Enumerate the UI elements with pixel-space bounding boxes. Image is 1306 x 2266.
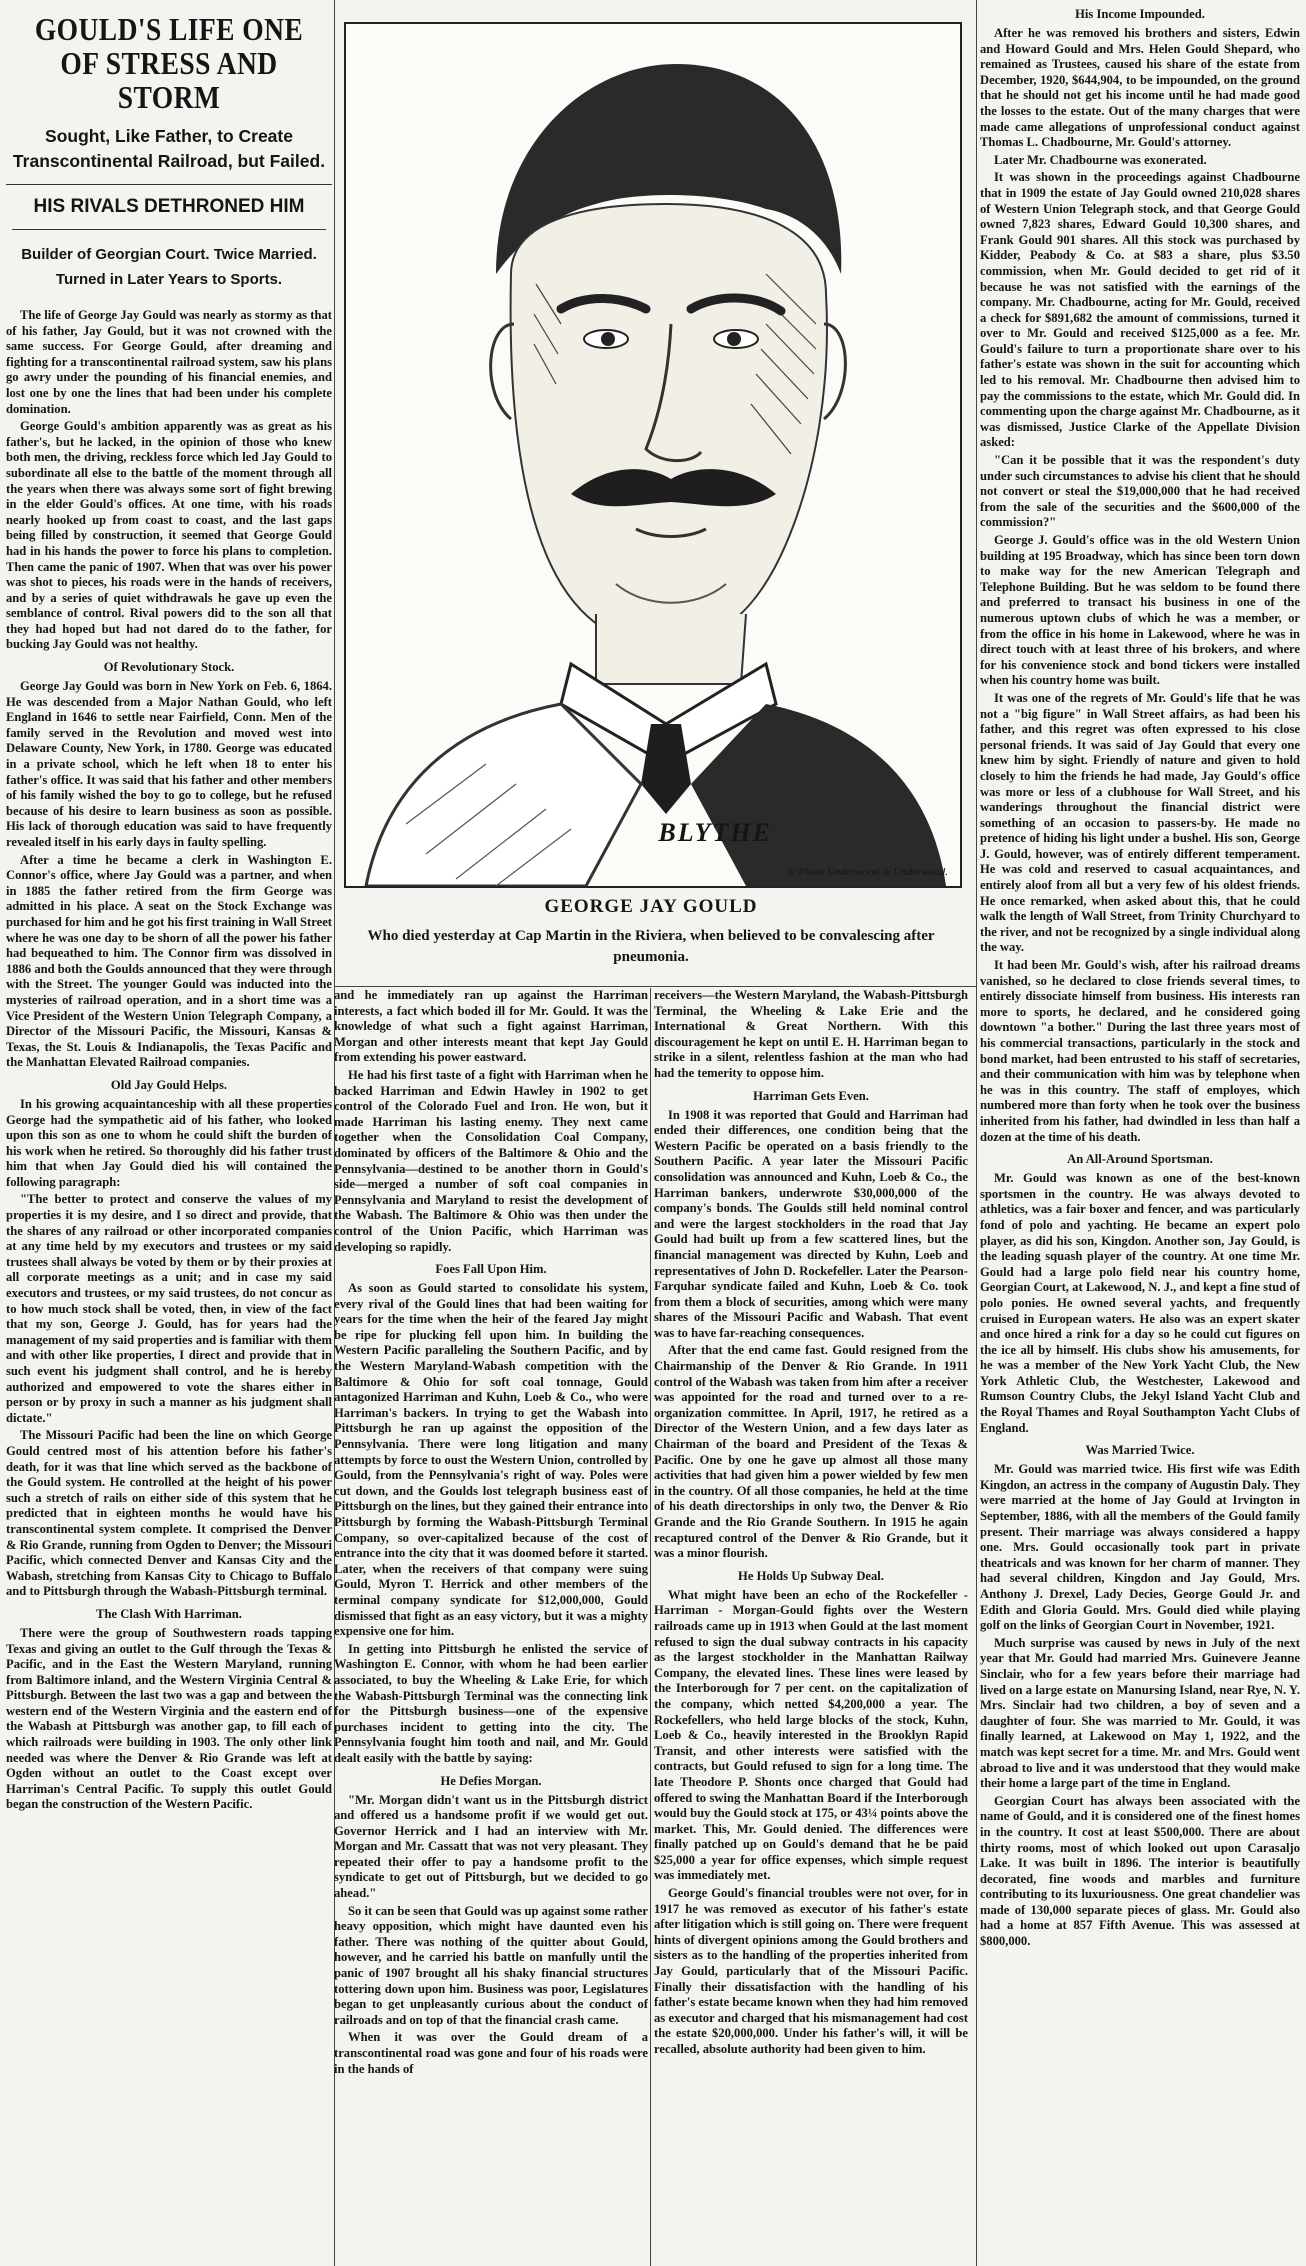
paragraph: George Gould's financial troubles were not over, for in 1917 he was removed as executor of his father's estate after litigation which is still going on. There were frequent hints of divergent opinions among the Gould brothers and sisters as to the handling of the properties inherited from Jay Gould, particularly that of the Missouri Pacific. Finally their dissatisfaction with the handling of his father's estate became known when they had him removed as executor and charged that his mismanagement had cost the estate $20,000,000. Under his father's will, it will be recalled, absolute authority had been given to him. <box>654 1886 968 2056</box>
paragraph: Georgian Court has always been associated with the name of Gould, and it is considered one of the finest homes in the country. It cost at least $500,000. There are about thirty rooms, most of which looked out upon Carasaljo Lake. It was built in 1896. The interior is beautifully decorated, fine woods and marbles and furniture contributing to its luxuriousness. One great chandelier was made of 130,000 separate pieces of glass. Mr. Gould also had a home at 857 Fifth Avenue. This was assessed at $800,000. <box>980 1793 1300 1949</box>
paragraph: After a time he became a clerk in Washington E. Connor's office, where Jay Gould was a partner, and when in 1885 the father retired from the firm George was admitted in his place. A seat on the Stock Exchange was purchased for him and he got his first training in Wall Street where he was one day to be shorn of all the power his father had bequeathed to him. The Connor firm was dissolved in 1886 and both the Goulds announced that they were through with the Street. The younger Gould was inducted into the mysteries of railroad operation, and in a short time was a Vice President of the Western Union Telegraph Company, a Director of the Missouri Pacific, the Missouri, Kansas & Texas, the St. Louis & Indianapolis, the Texas Pacific and the Manhattan Elevated Railroad companies. <box>6 852 332 1070</box>
paragraph: In getting into Pittsburgh he enlisted the service of Washington E. Connor, with whom he had been earlier associated, to buy the Wheeling & Lake Erie, for which the Wabash-Pittsburgh Terminal was the connecting link for the Pittsburgh business—one of the expensive purchases incident to getting into the city. The Pennsylvania fought him tooth and nail, and Mr. Gould dealt easily with the battle by saying: <box>334 1641 648 1765</box>
artist-signature: BLYTHE <box>658 818 772 847</box>
deck-builder: Builder of Georgian Court. Twice Married. Turned in Later Years to Sports. <box>12 229 326 292</box>
paragraph: "The better to protect and conserve the values of my properties it is my desire, and I so direct and provide, that the shares of any railroad or other incorporated companies at any time held by my executors and trustees or my said trustees shall always be voted by them or by their proxies at all corporate meetings as a unit; and in case my said executors and trustees, or my said trustees, do not concur as to how much stock shall be voted, then, in view of the fact that my son, George J. Gould, has for years had the management of my said properties and is familiar with them and with other like properties, I direct and provide that in such event his judgment shall control, and he is hereby authorized and empowered to vote the shares either in person or by proxy in such a manner as his judgment shall dictate." <box>6 1192 332 1425</box>
paragraph: George Jay Gould was born in New York on Feb. 6, 1864. He was descended from a Major Nathan Gould, who left England in 1646 to settle near Fairfield, Conn. Men of the family served in the Revolution and moved west into Delaware County, New York, in 1780. George was educated in a private school, which he left when 18 to enter his father's office. It was said that his father and other members of his family wished the boy to go to college, but he refused because of his desire to learn business as soon as possible. His lack of thorough education was said to have frequently revealed itself in his early days in faulty spelling. <box>6 679 332 849</box>
subheading: The Clash With Harriman. <box>96 1606 242 1621</box>
subheading: He Holds Up Subway Deal. <box>738 1568 884 1583</box>
left-column <box>6 8 332 2266</box>
paragraph: receivers—the Western Maryland, the Wabash-Pittsburgh Terminal, the Wheeling & Lake Erie and the International & Great Northern. With this discouragement he kept on until E. H. Harriman began to strike in a silent, relentless fashion at the man who had had the temerity to oppose him. <box>654 988 968 1080</box>
paragraph: It was shown in the proceedings against Chadbourne that in 1909 the estate of Jay Gould owned 210,028 shares of Western Union Telegraph stock, and that George Gould owned 7,823 shares, Edward Gould 10,300 shares, and Frank Gould 901 shares. All this stock was purchased by Kidder, Peabody & Co. at $83 a share, plus $3.50 commission, when Mr. Gould decided to get rid of it because he was not satisfied with the earnings of the company. Mr. Chadbourne, acting for Mr. Gould, received a check for $891,682 the amount of commissions, turned it over to Mr. Gould and received $125,000 as a fee. Mr. Gould's failure to turn a proportionate share over to his father's estate was shown in the suit for accounting which led to his removal. Mr. Chadbourne then advised him to pay the commissions to the estate, which Mr. Gould did. In commenting upon the charge against Mr. Chadbourne, as it was dismissed, Justice Clarke of the Appellate Division asked: <box>980 170 1300 450</box>
paragraph: What might have been an echo of the Rockefeller - Harriman - Morgan-Gould fights over the Western railroads came up in 1913 when Gould at the last moment refused to sign the dual subway contracts in his capacity as the largest stockholder in the Manhattan Railway Company, the elevated lines. These lines were leased by the Interborough for 7 per cent. on the capitalization of the company, which netted $4,200,000 a year. The Rockefellers, who held large blocks of the stock, Kuhn, Loeb & Co., heavily interested in the Brooklyn Rapid Transit, and other interests were satisfied with the contracts, but Gould refused to sign for a long time. The late Theodore P. Shonts once charged that Gould had offered to swing the Manhattan Board if the Interborough would buy the Gould stock at 175, or 43¼ points above the market. This, Mr. Gould denied. The differences were finally patched up on Gould's demand that he be paid $25,000 a year for office expenses, which simple request was immediately met. <box>654 1587 968 1883</box>
caption-text: Who died yesterday at Cap Martin in the Riviera, when believed to be convalescing after pneumonia. <box>367 928 935 965</box>
paragraph: Later Mr. Chadbourne was exonerated. <box>994 152 1207 167</box>
caption-name: GEORGE JAY GOULD <box>544 896 758 917</box>
paragraph: It was one of the regrets of Mr. Gould's life that he was not a "big figure" in Wall Street affairs, as had been his father, and this regret was often expressed to his close personal friends. It was said of Jay Gould that every one knew him by sight. Friendly of nature and given to hold closely to him the friends he had made, Jay Gould's office was more or less of a clubhouse for Wall Street, and his wanderings throughout the financial district were something of an occasion to passers-by. He made no pretence of hiding his light under a bushel. His son, George J. Gould, however, was of entirely different temperament. He was cold and reserved to casual acquaintances, and entirely aloof from all but a very few of his oldest friends. He once remarked, when asked about this, that he could walk the length of Wall Street, from Trinity Churchyard to the river, and not be recognized by a single individual along the way. <box>980 690 1300 955</box>
paragraph: "Can it be possible that it was the respondent's duty under such circumstances to advise his client that he should not convert or steal the $19,000,000 that he had received from the sale of the securities and the $600,000 of the commission?" <box>980 453 1300 530</box>
column-rule <box>650 988 651 2266</box>
subheading: Old Jay Gould Helps. <box>110 1077 228 1092</box>
paragraph: The life of George Jay Gould was nearly as stormy as that of his father, Jay Gould, but it was not crowned with the same success. For George Gould, after dreaming and fighting for a transcontinental railroad system, saw his plans go awry under the pounding of his financial enemies, and lost one by one the lines that had been under his complete domination. <box>6 308 332 416</box>
subheading: His Income Impounded. <box>1075 7 1205 21</box>
subheading: Was Married Twice. <box>1085 1443 1195 1458</box>
paragraph: Much surprise was caused by news in July of the next year that Mr. Gould had married Mrs. Guinevere Jeanne Sinclair, who for a few years before their marriage had lived on a large estate on Manursing Island, near Rye, N. Y. Mrs. Sinclair had two children, a boy of seven and a daughter of four. She was married to Mr. Gould, it was finally learned, at Lakewood on May 1, 1922, and the match was kept secret for a time. Mr. and Mrs. Gould went abroad to live and it was understood that they would make their home a large part of the time in England. <box>980 1635 1300 1791</box>
deck-sought: Sought, Like Father, to Create Transcontinental Railroad, but Failed. <box>12 126 326 171</box>
paragraph: "Mr. Morgan didn't want us in the Pittsburgh district and offered us a handsome profit if we would get out. Governor Herrick and I had an interview with Mr. Morgan and Mr. Cassatt that was not very pleasant. They repeated their offer to pay a handsome profit to the syndicate to get out of Pittsburgh, but we decided to go ahead." <box>334 1792 648 1901</box>
paragraph: The Missouri Pacific had been the line on which George Gould centred most of his attention before his father's death, for it was that line which served as the backbone of the Gould system. He controlled at the height of his power such a stretch of rails on either side of this system that he predicted that in eighteen months he would have his transcontinental system complete. It comprised the Denver & Rio Grande, running from Ogden to Denver; the Missouri Pacific, which connected Denver and Kansas City and the Wabash, stretching from Kansas City to Chicago to Buffalo and to Pittsburgh through the Wabash-Pittsburgh terminal. <box>6 1428 332 1599</box>
subheading: Of Revolutionary Stock. <box>103 660 235 675</box>
paragraph: George Gould's ambition apparently was as great as his father's, but he lacked, in the opinion of those who knew both men, the driving, reckless force which led Jay Gould to subordinate all else to the battle of the moment through all the years when there was always some sort of fight brewing in the elder Gould's offices. At one time, with his roads nearly hooked up from coast to coast, and the last gaps being filled by construction, it seemed that George Gould had in his hands the power to force his plans to completion. Then came the panic of 1907. When that was over his power was shot to pieces, his roads were in the hands of receivers, and by a series of quiet withdrawals he gave up even the semblance of control. Rival powers did to the son all that they had hoped but had not dared do to the father, for bucking Jay Gould was not healthy. <box>6 419 332 652</box>
column-rule <box>976 0 977 2266</box>
paragraph: After that the end came fast. Gould resigned from the Chairmanship of the Denver & Rio Grande. In 1911 control of the Wabash was taken from him after a receiver was appointed for the road and turned over to a re-organization committee. In April, 1917, he retired as a Director of the Western Union, and a few days later as Chairman of the board and President of the Texas & Pacific. One by one he gave up almost all those many activities that had given him a power wielded by few men in the country. Of all those companies, he held at the time of his death directorships in only two, the Denver & Rio Grande and the Rio Grande Southern. In 1915 he again recaptured control of the Denver & Rio Grande, but it was a minor flourish. <box>654 1343 968 1561</box>
headline: GOULD'S LIFE ONE OF STRESS AND STORM <box>34 11 304 115</box>
right-column <box>980 0 1300 2266</box>
subheading: He Defies Morgan. <box>440 1773 542 1788</box>
paragraph: So it can be seen that Gould was up against some rather heavy opposition, which might have daunted even his father. There was nothing of the quitter about Gould, however, and he carried his battle on manfully until the panic of 1907 brought all his shaky financial structures tottering down upon him. Business was poor, Legislatures began to get unpleasantly curious about the conduct of railroads and on top of that the financial crash came. <box>334 1903 648 2027</box>
paragraph: When it was over the Gould dream of a transcontinental road was gone and four of his roads were in the hands of <box>334 2030 648 2076</box>
portrait-drawing <box>346 24 960 886</box>
subheading: An All-Around Sportsman. <box>1067 1152 1213 1167</box>
photo-credit: © Photo Underwood & Underwood. <box>787 866 948 878</box>
deck-rivals: HIS RIVALS DETHRONED HIM <box>6 184 332 219</box>
subheading: Harriman Gets Even. <box>753 1088 869 1103</box>
section-rule <box>334 986 976 987</box>
middle-column-2 <box>654 988 968 2266</box>
paragraph: Mr. Gould was known as one of the best-known sportsmen in the country. He was always devoted to athletics, was a fair boxer and fencer, and was particularly fond of polo and yachting. He became an expert polo player, as did his son, Kingdon. Another son, Jay Gould, is the leading squash player of the country. At one time Mr. Gould had a large polo field near his country home, Georgian Court, at Lakewood, N. J., and kept a fine stud of polo ponies. He owned several yachts, and frequently cruised in European waters. He also was an expert skater and once hired a rink for a day so he could cut figures on the ice all by himself. His clubs show his amusements, for he was a member of the New York Yacht Club, the New York Athletic Club, the Westchester, Lakewood and Rumson Country Clubs, the Jekyl Island Yacht Club and the Royal Thames and Royal Southampton Yacht Clubs of England. <box>980 1171 1300 1435</box>
paragraph: As soon as Gould started to consolidate his system, every rival of the Gould lines that had been waiting for years for the time when the heir of the feared Jay might be ripe for plucking fell upon him. In building the Western Pacific paralleling the Southern Pacific, and by the Western Maryland-Wabash competition with the Baltimore & Ohio for soft coal tonnage, Gould antagonized Harriman and Kuhn, Loeb & Co., who were Harriman's backers. In trying to get the Wabash into Pittsburgh he ran up against the opposition of the Pennsylvania. There were long litigation and many attempts by force to oust the Western Union, controlled by Gould, from the Pennsylvania's right of way. Poles were cut down, and the Goulds lost telegraph business east of Pittsburgh on the lines, but they gained their entrance into Pittsburgh by forming the Wabash-Pittsburgh Terminal Company, so over-capitalized because of the cost of entrance into the city that it was doomed before it started. Later, when the receivers of that company were suing Gould, Myron T. Herrick and other members of the terminal company syndicate for $12,000,000, Gould dismissed that fight as an easy victory, but it was a mighty expensive one for him. <box>334 1281 648 1639</box>
paragraph: It had been Mr. Gould's wish, after his railroad dreams vanished, so he declared to close friends several times, to entirely dissociate himself from business. His interests ran more to sports, he declared, and he considered going downtown "a bother." During the last three years most of his commercial transactions, particularly in the stock and bond market, had been entrusted to his staff of secretaries, and their communication with him was by telephone when he was in this country. The staff of employes, which numbered more than forty when he took over the business inherited from his father, had dwindled in less than half a dozen at the time of his death. <box>980 958 1300 1144</box>
portrait-illustration <box>344 22 962 888</box>
paragraph: George J. Gould's office was in the old Western Union building at 195 Broadway, which has since been torn down to make way for the new American Telegraph and Telephone Building. But he was seldom to be found there and preferred to transact his business in one of the numerous uptown clubs of which he was a member, or from the office in his home in Lakewood, where he was in direct touch with at least three of his brokers, and where for his convenience stock and bond tickers were installed when his country home was built. <box>980 533 1300 688</box>
paragraph: In 1908 it was reported that Gould and Harriman had ended their differences, one condition being that the Western Pacific be operated on a basis friendly to the Southern Pacific. A year later the Missouri Pacific consolidation was announced and Kuhn, Loeb & Co., the Harriman bankers, underwrote $30,000,000 of the company's bonds. The Goulds still held nominal control and were the largest stockholders in the road that Jay Gould had built up from a few scattered lines, but the financial management was directed by Kuhn, Loeb and representatives of John D. Rockefeller. Later the Pearson-Farquhar syndicate failed and Kuhn, Loeb & Co. took from them a block of securities, among which were many shares of the Missouri Pacific and Wabash. That event was to have far-reaching consequences. <box>654 1107 968 1340</box>
paragraph: After he was removed his brothers and sisters, Edwin and Howard Gould and Mrs. Helen Gould Shepard, who remained as Trustees, caused his share of the estate from December, 1920, $644,904, to be impounded, on the ground that he should not get his income until he had made good the losses to the estate. Out of the many charges that were made came allegations of unprofessional conduct against Thomas L. Chadbourne, Mr. Gould's attorney. <box>980 26 1300 150</box>
middle-column-1 <box>334 988 648 2266</box>
paragraph: and he immediately ran up against the Harriman interests, a fact which boded ill for Mr. Gould. It was the knowledge of what such a fight against Harriman, Morgan and other interests meant that kept Jay Gould from extending his power eastward. <box>334 988 648 1065</box>
paragraph: Mr. Gould was married twice. His first wife was Edith Kingdon, an actress in the company of Augustin Daly. They were married at the home of Jay Gould at Irvington in September, 1886, with all the members of the Gould family present. Their marriage was always considered a happy one. Mrs. Gould occasionally took part in private theatricals and was known for her charm of manner. They had several children, Kingdon and Jay Gould, Mrs. Anthony J. Drexel, Lady Decies, George Gould Jr. and Edith and Gloria Gould. Mrs. Gould died while playing golf on the links of Georgian Court in November, 1921. <box>980 1462 1300 1633</box>
paragraph: He had his first taste of a fight with Harriman when he backed Harriman and Edwin Hawley in 1902 to get control of the Colorado Fuel and Iron. He won, but it made Harriman his lasting enemy. They next came together when the Consolidation Coal Company, dominated by officers of the Baltimore & Ohio and the Pennsylvania—destined to be another thorn in Gould's side—merged a number of soft coal companies in Pennsylvania and Maryland to resist the development of the Wabash. The Baltimore & Ohio was then under the control of the Union Pacific, which Harriman was developing so rapidly. <box>334 1067 648 1254</box>
paragraph: In his growing acquaintanceship with all these properties George had the sympathetic aid of his father, who looked upon this son as one to whom he could shift the burden of his work when he retired. So thoroughly did his father trust him that when Jay Gould died his will contained the following paragraph: <box>6 1096 332 1189</box>
subheading: Foes Fall Upon Him. <box>435 1262 547 1277</box>
paragraph: There were the group of Southwestern roads tapping Texas and giving an outlet to the Gulf through the Texas & Pacific, and in the East the Western Maryland, running from Baltimore inland, and the Western Virginia Central & Pittsburgh. Between the last two was a gap and between the western end of the Western Virginia and the eastern end of the Wabash at Pittsburgh was another gap, to fill each of which railroads were building in 1903. The only other link needed was where the Denver & Rio Grande was left at Ogden without an outlet to the Coast except over Harriman's Central Pacific. To supply this outlet Gould began the construction of the Western Pacific. <box>6 1625 332 1812</box>
